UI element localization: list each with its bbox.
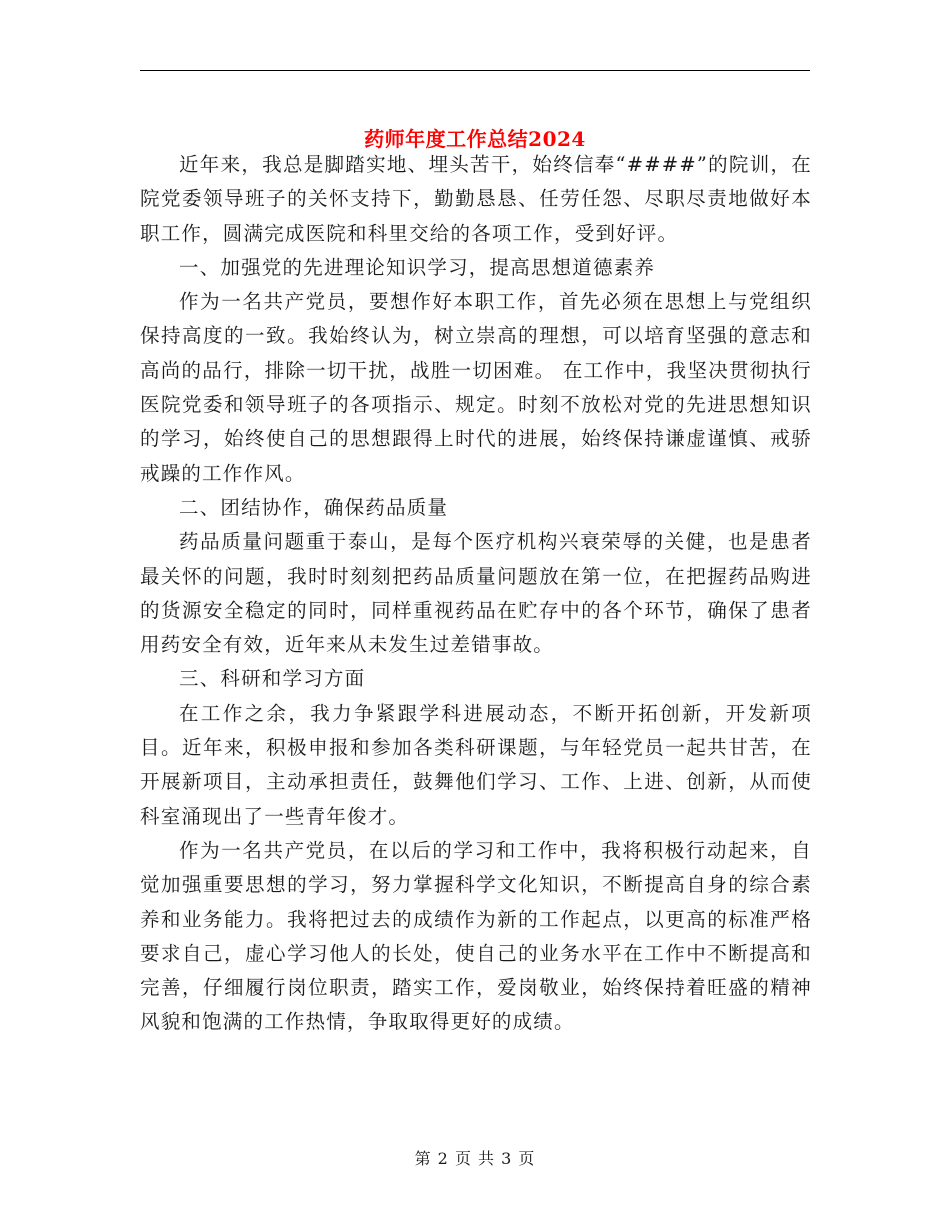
page-footer	[0, 1147, 950, 1171]
section-3-paragraph: 在工作之余，我力争紧跟学科进展动态，不断开拓创新，开发新项目。近年来，积极申报和参加各类科研课题，与年轻党员一起共甘苦，在开展新项目，主动承担责任，鼓舞他们学习、工作、上进、创新，从而使科室涌现出了一些青年俊才。	[140, 701, 812, 828]
section-1-paragraph: 作为一名共产党员，要想作好本职工作，首先必须在思想上与党组织保持高度的一致。我始终认为，树立崇高的理想，可以培育坚强的意志和高尚的品行，排除一切干扰，战胜一切困难。 在工作中，我坚决贯彻执行医院党委和领导班子的各项指示、规定。时刻不放松对党的先进思想知识的学习，始终使自己的思想跟得上时代的进展，始终保持谦虚谨慎、戒骄戒躁的工作作风。	[140, 290, 812, 485]
section-2-paragraph: 药品质量问题重于泰山，是每个医疗机构兴衰荣辱的关健，也是患者最关怀的问题，我时时刻刻把药品质量问题放在第一位，在把握药品购进的货源安全稳定的同时，同样重视药品在贮存中的各个环节，确保了患者用药安全有效，近年来从未发生过差错事故。	[140, 530, 812, 657]
current-page-number: 2	[437, 1149, 449, 1168]
section-heading-2: 二、团结协作，确保药品质量	[179, 495, 449, 519]
header-rule	[140, 70, 810, 71]
section-heading-1: 一、加强党的先进理论知识学习，提高思想道德素养	[179, 255, 656, 279]
footer-suffix: 页	[518, 1149, 536, 1168]
document-body	[140, 148, 812, 1040]
section-heading-3: 三、科研和学习方面	[179, 667, 366, 691]
document-title: 药师年度工作总结2024	[364, 127, 586, 152]
intro-paragraph: 近年来，我总是脚踏实地、埋头苦干，始终信奉“####”的院训，在院党委领导班子的关怀支持下，勤勤恳恳、任劳任怨、尽职尽责地做好本职工作，圆满完成医院和科里交给的各项工作，受到好评。	[140, 153, 812, 245]
footer-prefix: 第	[414, 1149, 432, 1168]
closing-paragraph: 作为一名共产党员，在以后的学习和工作中，我将积极行动起来，自觉加强重要思想的学习，努力掌握科学文化知识，不断提高自身的综合素养和业务能力。我将把过去的成绩作为新的工作起点，以更高的标准严格要求自己，虚心学习他人的长处，使自己的业务水平在工作中不断提高和完善，仔细履行岗位职责，踏实工作，爱岗敬业，始终保持着旺盛的精神风貌和饱满的工作热情，争取取得更好的成绩。	[140, 838, 812, 1034]
total-pages-number: 3	[501, 1149, 513, 1168]
footer-middle: 页 共	[454, 1149, 496, 1168]
